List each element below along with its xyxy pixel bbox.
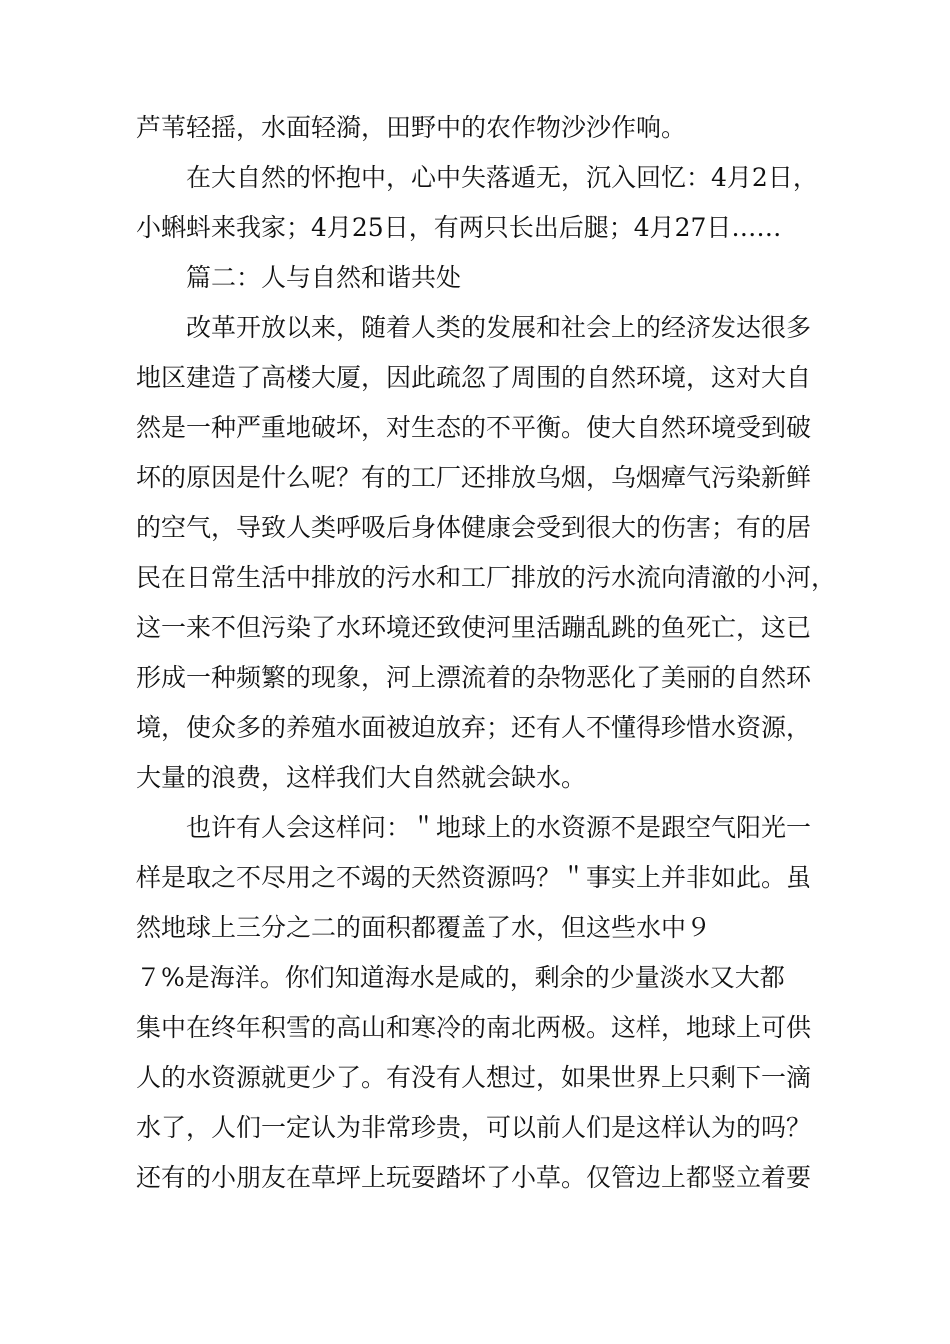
text-line: 水了，人们一定认为非常珍贵，可以前人们是这样认为的吗？ [136, 1113, 812, 1142]
text-line: 还有的小朋友在草坪上玩耍踏坏了小草。仅管边上都竖立着要 [136, 1163, 812, 1192]
section-heading: 篇二：人与自然和谐共处 [186, 263, 462, 292]
text-line: 集中在终年积雪的高山和寒冷的南北两极。这样，地球上可供 [136, 1013, 812, 1042]
text-line: 在大自然的怀抱中，心中失落遁无，沉入回忆：4月2日， [186, 163, 818, 192]
text-line: 也许有人会这样问：＂地球上的水资源不是跟空气阳光一 [186, 813, 812, 842]
text-line: 芦苇轻摇，水面轻漪，田野中的农作物沙沙作响。 [136, 113, 687, 142]
text-line: 然是一种严重地破坏，对生态的不平衡。使大自然环境受到破 [136, 413, 812, 442]
text-line: 地区建造了高楼大厦，因此疏忽了周围的自然环境，这对大自 [136, 363, 812, 392]
text-line: 小蝌蚪来我家；4月25日，有两只长出后腿；4月27日…… [136, 213, 782, 242]
text-line: 人的水资源就更少了。有没有人想过，如果世界上只剩下一滴 [136, 1063, 812, 1092]
text-line: 这一来不但污染了水环境还致使河里活蹦乱跳的鱼死亡，这已 [136, 613, 812, 642]
text-line: 样是取之不尽用之不竭的天然资源吗？＂事实上并非如此。虽 [136, 863, 812, 892]
text-line: 坏的原因是什么呢？有的工厂还排放乌烟，乌烟瘴气污染新鲜 [136, 463, 812, 492]
text-line: 境，使众多的养殖水面被迫放弃；还有人不懂得珍惜水资源， [136, 713, 812, 742]
text-line: 民在日常生活中排放的污水和工厂排放的污水流向清澈的小河， [136, 563, 837, 592]
text-line: 形成一种频繁的现象，河上漂流着的杂物恶化了美丽的自然环 [136, 663, 812, 692]
text-line: 大量的浪费，这样我们大自然就会缺水。 [136, 763, 587, 792]
text-line: 然地球上三分之二的面积都覆盖了水，但这些水中９ [136, 913, 712, 942]
text-line: 的空气，导致人类呼吸后身体健康会受到很大的伤害；有的居 [136, 513, 812, 542]
text-line: 改革开放以来，随着人类的发展和社会上的经济发达很多 [186, 313, 812, 342]
text-line: ７%是海洋。你们知道海水是咸的，剩余的少量淡水又大都 [136, 963, 785, 992]
